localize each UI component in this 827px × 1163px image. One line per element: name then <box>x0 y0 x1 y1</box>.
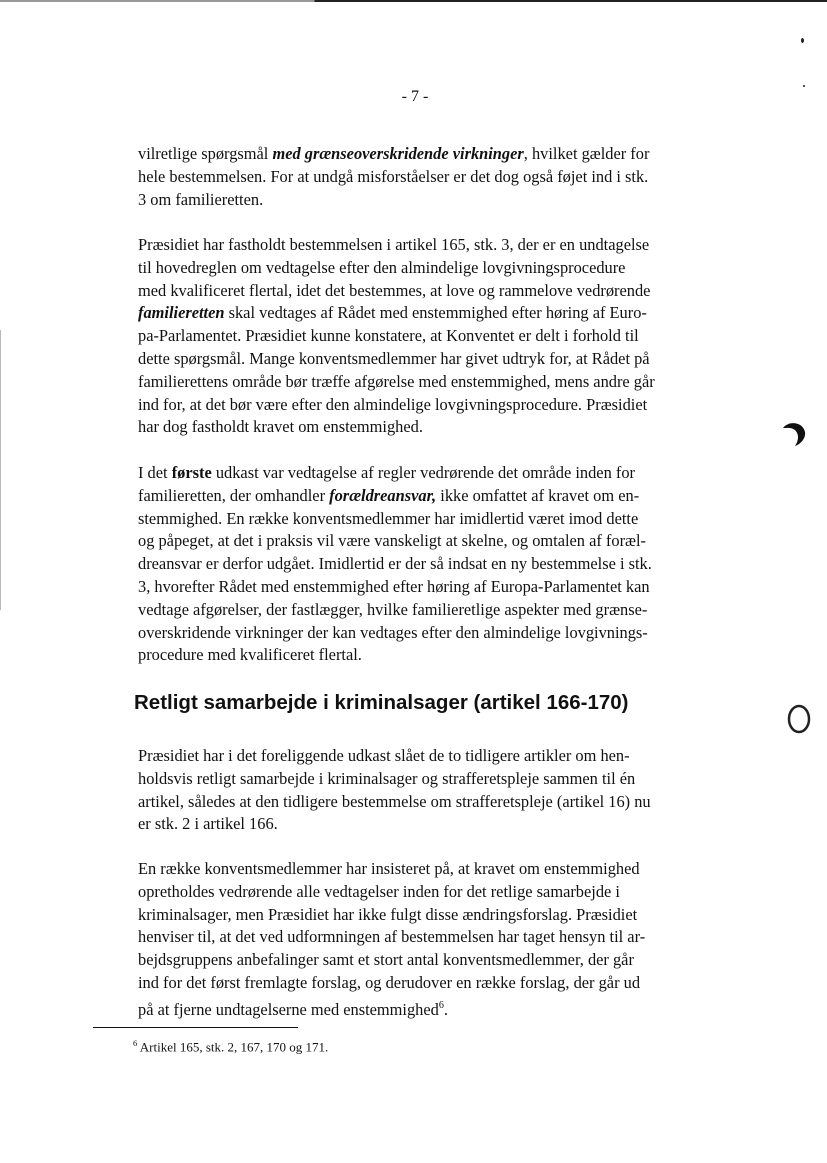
text-line: er stk. 2 i artikel 166. <box>138 814 278 834</box>
text-line: artikel, således at den tidligere bestemmelse om strafferetspleje (artikel 16) nu <box>138 791 651 811</box>
footnote-text: Artikel 165, stk. 2, 167, 170 og 171. <box>137 1039 329 1055</box>
text-line: dette spørgsmål. Mange konventsmedlemmer har givet udtryk for, at Rådet på <box>138 348 650 368</box>
text-line: familieretten, der omhandler forældreansvar, ikke omfattet af kravet om en- <box>138 485 640 505</box>
text-line: bejdsgruppens anbefalinger samt et stort antal konventsmedlemmer, der går <box>138 950 634 970</box>
text-line: ind for det først fremlagte forslag, og derudover en række forslag, der går ud <box>138 972 641 992</box>
footnote <box>133 1038 328 1055</box>
text-line: på at fjerne undtagelserne med enstemmighed$^6$. <box>138 999 448 1019</box>
text-line: opretholdes vedrørende alle vedtagelser inden for det retlige samarbejde i <box>138 881 620 901</box>
text-line: har dog fastholdt kravet om enstemmighed. <box>138 417 423 437</box>
top-edge-rule <box>0 0 827 2</box>
paragraph-1 <box>138 143 738 211</box>
text-line: kriminalsager, men Præsidiet har ikke fulgt disse ændringsforslag. Præsidiet <box>138 904 638 924</box>
text-line: til hovedreglen om vedtagelse efter den almindelige lovgivningsprocedure <box>138 257 626 277</box>
paragraph-5 <box>138 858 738 1022</box>
text-line: holdsvis retligt samarbejde i kriminalsager og strafferetspleje sammen til én <box>138 768 636 788</box>
text-line: 3 om familieretten. <box>138 189 264 209</box>
text-line: dreansvar er derfor udgået. Imidlertid er der så indsat en ny bestemmelse i stk. <box>138 554 652 574</box>
footnote-reference: 6 <box>438 999 444 1011</box>
text-line: Præsidiet har i det foreliggende udkast slået de to tidligere artikler om hen- <box>138 746 630 765</box>
text-line: hele bestemmelsen. For at undgå misforståelser er det dog også føjet ind i stk. <box>138 166 649 186</box>
text-line: En række konventsmedlemmer har insisteret på, at kravet om enstemmighed <box>138 859 640 878</box>
footnote-marker: 6 <box>133 1038 138 1048</box>
footnote-separator <box>93 1027 298 1028</box>
text-line: Præsidiet har fastholdt bestemmelsen i artikel 165, stk. 3, der er en undtagelse <box>138 235 650 254</box>
text-line: familierettens område bør træffe afgørelse med enstemmighed, mens andre går <box>138 371 655 391</box>
paragraph-3 <box>138 462 738 667</box>
text-line: vilretlige spørgsmål med grænseoverskridende virkninger, hvilket gælder for <box>138 144 650 163</box>
text-line: stemmighed. En række konventsmedlemmer har imidlertid været imod dette <box>138 508 639 528</box>
punch-hole-ring <box>786 702 812 736</box>
text-line: og påpeget, at det i praksis vil være vanskeligt at skelne, og omtalen af foræl- <box>138 531 646 551</box>
text-line: ind for, at det bør være efter den almindelige lovgivningsprocedure. Præsidiet <box>138 394 648 414</box>
scan-speck <box>803 85 805 87</box>
text-line: vedtage afgørelser, der fastlægger, hvilke familieretlige aspekter med grænse- <box>138 599 648 619</box>
page-number: - 7 - <box>401 88 429 105</box>
paragraph-4 <box>138 745 738 836</box>
text-line: procedure med kvalificeret flertal. <box>138 645 362 665</box>
paragraph-2 <box>138 234 738 439</box>
text-line: med kvalificeret flertal, idet det bestemmes, at love og rammelove vedrørende <box>138 280 651 300</box>
text-line: I det første udkast var vedtagelse af regler vedrørende det område inden for <box>138 463 635 482</box>
scan-speck <box>801 38 804 43</box>
scan-left-edge <box>0 330 1 610</box>
punch-hole-mark <box>779 418 809 448</box>
text-line: henviser til, at det ved udformningen af bestemmelsen har taget hensyn til ar- <box>138 927 646 947</box>
text-line: 3, hvorefter Rådet med enstemmighed efter høring af Europa-Parlamentet kan <box>138 576 650 596</box>
text-line: overskridende virkninger der kan vedtages efter den almindelige lovgivnings- <box>138 622 648 642</box>
section-heading: Retligt samarbejde i kriminalsager (artikel 166-170) <box>134 691 629 714</box>
text-line: familieretten skal vedtages af Rådet med enstemmighed efter høring af Euro- <box>138 303 647 323</box>
text-line: pa-Parlamentet. Præsidiet kunne konstatere, at Konventet er delt i forhold til <box>138 326 639 346</box>
